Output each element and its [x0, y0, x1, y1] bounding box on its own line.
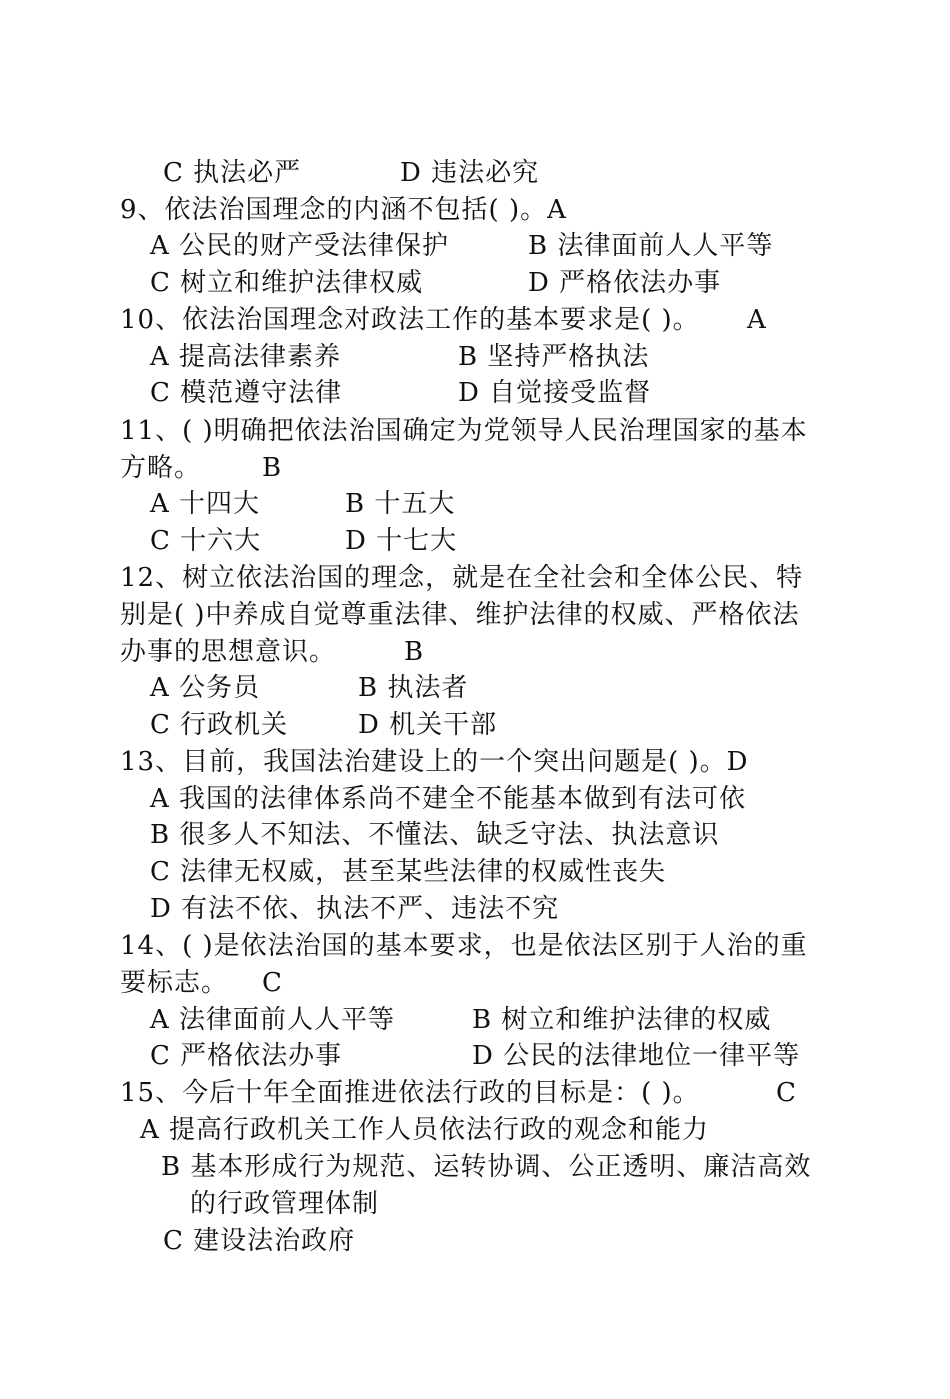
answer-key: C	[262, 968, 283, 998]
option-b: B 基本形成行为规范、运转协调、公正透明、廉洁高效	[161, 1152, 812, 1182]
text-line	[190, 1187, 379, 1221]
option-b: B 法律面前人人平等	[528, 231, 774, 261]
option-c: C 执法必严	[163, 158, 302, 188]
question-text: 15、今后十年全面推进依法行政的目标是：( )。	[120, 1078, 700, 1108]
question-text: 10、依法治国理念对政法工作的基本要求是( )。	[120, 305, 700, 335]
option-d: D 机关干部	[358, 710, 498, 740]
option-b: B 执法者	[358, 673, 469, 703]
option-c: C 行政机关	[150, 710, 289, 740]
question-text-cont: 要标志。	[120, 968, 229, 998]
text-line	[120, 598, 800, 632]
option-a: A 十四大	[150, 489, 261, 519]
answer-key: B	[262, 453, 283, 483]
text-line	[150, 818, 719, 852]
text-line	[161, 1150, 811, 1184]
question-9	[120, 193, 567, 227]
answer-key: A	[747, 305, 767, 335]
option-d: D 违法必究	[400, 158, 540, 188]
option-d: D 公民的法律地位一律平等	[472, 1041, 801, 1071]
option-b-cont: 的行政管理体制	[190, 1189, 380, 1219]
option-a: A 法律面前人人平等	[150, 1005, 396, 1035]
option-d: D 十七大	[345, 526, 458, 556]
text-line	[150, 892, 559, 926]
option-c: C 建设法治政府	[163, 1226, 356, 1256]
option-c: C 十六大	[150, 526, 262, 556]
text-line	[150, 855, 666, 889]
option-d: D 自觉接受监督	[458, 378, 652, 408]
question-text-cont: 方略。	[120, 453, 202, 483]
question-11	[120, 414, 808, 448]
question-12	[120, 561, 803, 595]
option-d: D 有法不依、执法不严、违法不究	[150, 894, 560, 924]
option-c: C 严格依法办事	[150, 1041, 343, 1071]
option-c: C 法律无权威，甚至某些法律的权威性丧失	[150, 857, 667, 887]
question-text-cont: 办事的思想意识。	[120, 637, 337, 667]
option-b: B 树立和维护法律的权威	[472, 1005, 772, 1035]
question-text-cont: 别是( )中养成自觉尊重法律、维护法律的权威、严格依法	[120, 600, 800, 630]
option-a: A 公务员	[150, 673, 261, 703]
text-line	[163, 1224, 355, 1258]
question-13	[120, 745, 748, 779]
option-a: A 提高行政机关工作人员依法行政的观念和能力	[140, 1115, 710, 1145]
question-text: 12、树立依法治国的理念，就是在全社会和全体公民、特	[120, 563, 804, 593]
question-text: 14、( )是依法治国的基本要求，也是依法区别于人治的重	[120, 931, 808, 961]
question-text: 9、依法治国理念的内涵不包括( )。A	[120, 195, 567, 225]
option-c: C 模范遵守法律	[150, 378, 343, 408]
option-b: B 十五大	[345, 489, 456, 519]
option-c: C 树立和维护法律权威	[150, 268, 424, 298]
option-a: A 提高法律素养	[150, 342, 342, 372]
question-14	[120, 929, 808, 963]
answer-key: C	[776, 1078, 797, 1108]
question-text: 11、( )明确把依法治国确定为党领导人民治理国家的基本	[120, 416, 808, 446]
option-b: B 很多人不知法、不懂法、缺乏守法、执法意识	[150, 820, 720, 850]
text-line	[150, 782, 746, 816]
text-line	[140, 1113, 709, 1147]
option-a: A 公民的财产受法律保护	[150, 231, 450, 261]
option-a: A 我国的法律体系尚不建全不能基本做到有法可依	[150, 784, 747, 814]
option-b: B 坚持严格执法	[458, 342, 650, 372]
option-d: D 严格依法办事	[528, 268, 722, 298]
answer-key: B	[404, 637, 425, 667]
question-text: 13、目前，我国法治建设上的一个突出问题是( )。D	[120, 747, 749, 777]
